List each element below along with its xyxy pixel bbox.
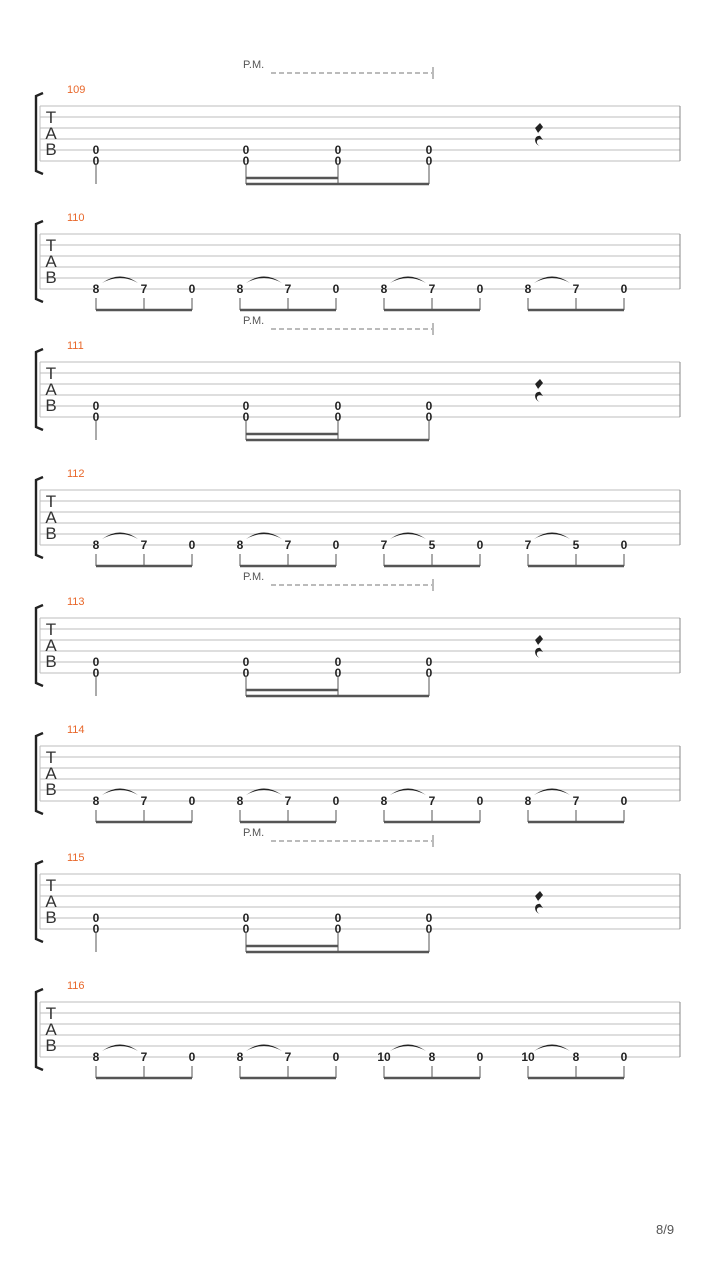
fret-number: 0 <box>188 282 196 296</box>
note-group <box>237 1045 340 1079</box>
clef-letter-a: A <box>45 252 57 271</box>
fret-number: 0 <box>334 911 342 925</box>
note-group <box>521 1045 627 1079</box>
quarter-rest <box>535 119 543 146</box>
measure-number: 114 <box>67 724 85 736</box>
staff-system-114 <box>36 724 680 822</box>
slur <box>534 1045 570 1052</box>
fret-number: 0 <box>92 399 100 413</box>
fret-number: 0 <box>92 922 100 936</box>
fret-number: 0 <box>188 1050 196 1064</box>
fret-number: 0 <box>332 1050 340 1064</box>
slur <box>246 277 282 284</box>
note-group <box>377 1045 483 1079</box>
fret-number: 8 <box>428 1050 436 1064</box>
clef-letter-b: B <box>45 140 57 159</box>
page-number: 8/9 <box>656 1222 675 1237</box>
note-group <box>93 1045 196 1079</box>
note-group <box>525 789 628 823</box>
fret-number: 7 <box>140 538 148 552</box>
fret-number: 0 <box>92 410 100 424</box>
fret-number: 0 <box>425 143 433 157</box>
fret-number: 7 <box>572 794 580 808</box>
clef-letter-a: A <box>45 124 57 143</box>
staff-system-110 <box>36 212 680 310</box>
fret-number: 0 <box>425 911 433 925</box>
slur <box>390 277 426 284</box>
fret-number: 0 <box>92 154 100 168</box>
fret-number: 5 <box>428 538 436 552</box>
fret-number: 0 <box>620 1050 628 1064</box>
fret-number: 0 <box>332 282 340 296</box>
clef-letter-b: B <box>45 524 57 543</box>
fret-number: 7 <box>140 1050 148 1064</box>
fret-number: 7 <box>140 794 148 808</box>
clef-letter-t: T <box>45 620 57 639</box>
fret-number: 0 <box>334 154 342 168</box>
quarter-rest <box>535 375 543 402</box>
palm-mute-label: P.M. <box>243 59 265 71</box>
fret-number: 0 <box>92 655 100 669</box>
fret-number: 7 <box>380 538 388 552</box>
quarter-rest <box>535 631 543 658</box>
fret-number: 7 <box>284 794 292 808</box>
fret-number: 0 <box>332 538 340 552</box>
clef-letter-a: A <box>45 892 57 911</box>
clef-letter-t: T <box>45 748 57 767</box>
fret-number: 0 <box>242 666 250 680</box>
clef-letter-a: A <box>45 380 57 399</box>
fret-number: 8 <box>236 794 244 808</box>
fret-number: 8 <box>92 538 100 552</box>
clef-letter-b: B <box>45 396 57 415</box>
note-group <box>237 789 340 823</box>
measure-number: 112 <box>67 468 85 480</box>
slur <box>102 789 138 796</box>
note-group <box>381 533 484 567</box>
fret-number: 0 <box>334 666 342 680</box>
fret-number: 0 <box>476 1050 484 1064</box>
fret-number: 0 <box>425 666 433 680</box>
clef-letter-t: T <box>45 876 57 895</box>
slur <box>102 277 138 284</box>
fret-number: 8 <box>524 282 532 296</box>
fret-number: 5 <box>572 538 580 552</box>
staff-system-112 <box>36 468 680 566</box>
fret-number: 0 <box>242 655 250 669</box>
measure-number: 115 <box>67 852 85 864</box>
note-group <box>381 789 484 823</box>
note-group <box>237 533 340 567</box>
fret-number: 0 <box>92 143 100 157</box>
fret-number: 0 <box>332 794 340 808</box>
fret-number: 8 <box>236 282 244 296</box>
staff-system-116 <box>36 980 680 1078</box>
note-group <box>525 277 628 311</box>
fret-number: 8 <box>236 538 244 552</box>
measure-number: 109 <box>67 84 86 96</box>
clef-letter-a: A <box>45 1020 57 1039</box>
fret-number: 0 <box>242 922 250 936</box>
fret-number: 8 <box>92 1050 100 1064</box>
fret-number: 10 <box>521 1050 535 1064</box>
fret-number: 7 <box>140 282 148 296</box>
fret-number: 7 <box>428 794 436 808</box>
staff-system-109 <box>36 59 680 184</box>
clef-letter-t: T <box>45 1004 57 1023</box>
fret-number: 7 <box>284 1050 292 1064</box>
fret-number: 0 <box>334 399 342 413</box>
slur <box>246 789 282 796</box>
fret-number: 0 <box>242 911 250 925</box>
clef-letter-t: T <box>45 108 57 127</box>
clef-letter-a: A <box>45 508 57 527</box>
fret-number: 8 <box>380 282 388 296</box>
note-group <box>525 533 628 567</box>
measure-number: 113 <box>67 596 85 608</box>
slur <box>246 533 282 540</box>
fret-number: 7 <box>572 282 580 296</box>
slur <box>246 1045 282 1052</box>
note-group <box>381 277 484 311</box>
fret-number: 0 <box>188 794 196 808</box>
clef-letter-a: A <box>45 764 57 783</box>
fret-number: 8 <box>524 794 532 808</box>
clef-letter-b: B <box>45 908 57 927</box>
fret-number: 7 <box>284 538 292 552</box>
fret-number: 0 <box>242 410 250 424</box>
fret-number: 8 <box>572 1050 580 1064</box>
measure-number: 110 <box>67 212 85 224</box>
fret-number: 10 <box>377 1050 391 1064</box>
fret-number: 0 <box>620 282 628 296</box>
fret-number: 0 <box>425 922 433 936</box>
fret-number: 0 <box>476 538 484 552</box>
clef-letter-b: B <box>45 652 57 671</box>
quarter-rest <box>535 887 543 914</box>
clef-letter-t: T <box>45 492 57 511</box>
fret-number: 0 <box>334 410 342 424</box>
slur <box>534 277 570 284</box>
fret-number: 0 <box>425 399 433 413</box>
note-group <box>93 533 196 567</box>
note-group <box>93 789 196 823</box>
fret-number: 8 <box>92 794 100 808</box>
clef-letter-b: B <box>45 780 57 799</box>
fret-number: 0 <box>620 794 628 808</box>
fret-number: 0 <box>92 666 100 680</box>
fret-number: 0 <box>92 911 100 925</box>
slur <box>390 1045 426 1052</box>
clef-letter-b: B <box>45 1036 57 1055</box>
slur <box>102 533 138 540</box>
fret-number: 0 <box>242 143 250 157</box>
fret-number: 0 <box>334 655 342 669</box>
staff-system-111 <box>36 315 680 440</box>
fret-number: 7 <box>524 538 532 552</box>
clef-letter-a: A <box>45 636 57 655</box>
fret-number: 8 <box>236 1050 244 1064</box>
fret-number: 7 <box>284 282 292 296</box>
slur <box>390 789 426 796</box>
clef-letter-t: T <box>45 236 57 255</box>
slur <box>534 533 570 540</box>
fret-number: 0 <box>334 922 342 936</box>
palm-mute-label: P.M. <box>243 827 265 839</box>
fret-number: 8 <box>380 794 388 808</box>
measure-number: 111 <box>67 340 84 352</box>
fret-number: 0 <box>476 794 484 808</box>
fret-number: 0 <box>476 282 484 296</box>
fret-number: 8 <box>92 282 100 296</box>
slur <box>534 789 570 796</box>
staff-system-115 <box>36 827 680 952</box>
fret-number: 0 <box>188 538 196 552</box>
staff-system-113 <box>36 571 680 696</box>
fret-number: 7 <box>428 282 436 296</box>
fret-number: 0 <box>425 154 433 168</box>
clef-letter-t: T <box>45 364 57 383</box>
note-group <box>237 277 340 311</box>
fret-number: 0 <box>425 655 433 669</box>
measure-number: 116 <box>67 980 85 992</box>
fret-number: 0 <box>425 410 433 424</box>
palm-mute-label: P.M. <box>243 315 265 327</box>
fret-number: 0 <box>242 399 250 413</box>
fret-number: 0 <box>334 143 342 157</box>
slur <box>390 533 426 540</box>
fret-number: 0 <box>620 538 628 552</box>
palm-mute-label: P.M. <box>243 571 265 583</box>
note-group <box>93 277 196 311</box>
slur <box>102 1045 138 1052</box>
fret-number: 0 <box>242 154 250 168</box>
clef-letter-b: B <box>45 268 57 287</box>
